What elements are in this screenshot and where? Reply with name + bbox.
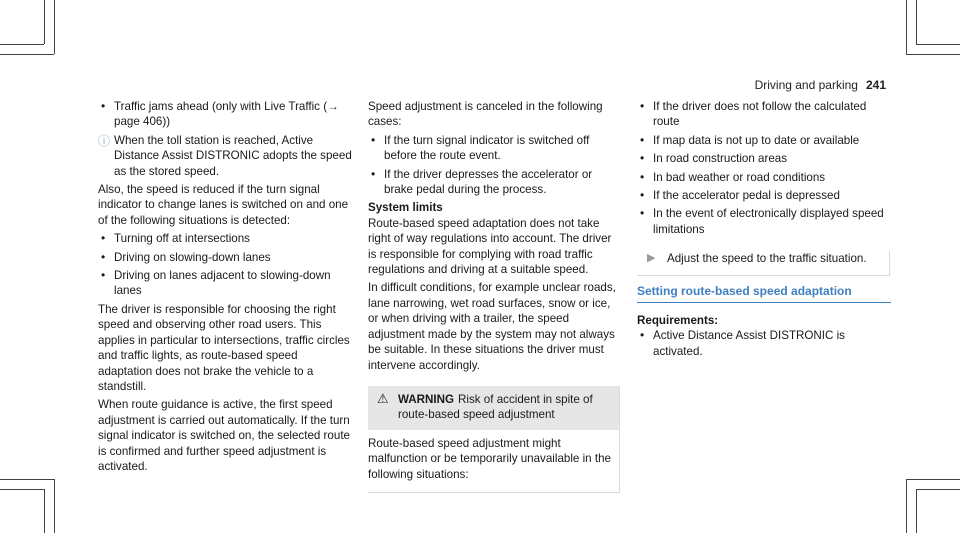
crop-mark	[916, 489, 960, 490]
crop-mark	[906, 54, 960, 55]
warning-title: Risk of accident in spite of route-based speed adjustment	[398, 392, 593, 422]
column-3	[637, 99, 890, 276]
crop-mark	[906, 479, 960, 480]
step-text: Adjust the speed to the traffic situation.	[667, 252, 867, 266]
bullet-list	[98, 231, 354, 299]
paragraph: Route-based speed adaptation does not take right of way regulations into account. The driver is responsible for complying with road traffic regulations and driving at a suitable speed.	[368, 216, 612, 277]
paragraph: Speed adjustment is canceled in the following cases:	[368, 100, 603, 129]
crop-mark	[906, 0, 907, 54]
warning-triangle-icon: ⚠	[377, 390, 389, 406]
bullet-list	[368, 133, 620, 198]
list-item: • Turning off at intersections	[98, 231, 354, 246]
crop-mark	[44, 489, 45, 533]
crop-mark	[906, 479, 907, 533]
info-note	[98, 133, 354, 179]
list-item: • Driving on lanes adjacent to slowing-down lanes	[98, 268, 354, 299]
list-item: • If the turn signal indicator is switched off before the route event.	[368, 133, 620, 164]
warning-box	[368, 386, 620, 493]
warning-label: WARNING	[398, 392, 455, 406]
list-item: • In the event of electronically displayed speed limitations	[637, 206, 890, 237]
paragraph: When route guidance is active, the first speed adjustment is carried out automatically. If the turn signal indicator is switched on, the selected route is confirmed and further speed adjustment is activated.	[98, 398, 350, 473]
warning-header	[368, 386, 619, 430]
subheading: System limits	[368, 201, 443, 215]
section-name: Driving and parking	[754, 78, 858, 92]
bullet-list	[98, 99, 354, 130]
bullet-list	[637, 99, 890, 237]
crop-mark	[54, 0, 55, 54]
list-item: • Driving on slowing-down lanes	[98, 250, 354, 265]
page-header	[755, 78, 886, 92]
crop-mark	[0, 44, 44, 45]
list-item: • In road construction areas	[637, 151, 890, 166]
page-number: 241	[865, 78, 886, 92]
list-item: • If map data is not up to date or available	[637, 133, 890, 148]
crop-mark	[54, 479, 55, 533]
list-item: • Traffic jams ahead (only with Live Traffic (→ page 406))	[98, 99, 354, 130]
crop-mark	[0, 54, 54, 55]
paragraph: In difficult conditions, for example unclear roads, lane narrowing, wet road surfaces, snow or ice, or when driving with a trailer, the speed adjustment made by the system may not always be suitable. In these situations the driver must intervene accordingly.	[368, 281, 616, 372]
section-title: Setting route-based speed adaptation	[637, 284, 891, 303]
column-2	[368, 99, 620, 493]
list-item: • Active Distance Assist DISTRONIC is activated.	[637, 328, 890, 359]
crop-mark	[916, 489, 917, 533]
crop-mark	[916, 0, 917, 44]
crop-mark	[0, 489, 44, 490]
info-icon: ⓘ	[98, 133, 111, 148]
note-text: When the toll station is reached, Active Distance Assist DISTRONIC adopts the speed as the stored speed.	[114, 133, 352, 178]
list-item: • If the driver depresses the accelerator or brake pedal during the process.	[368, 167, 620, 198]
column-1	[98, 99, 354, 477]
crop-mark	[916, 44, 960, 45]
action-step	[637, 251, 890, 275]
arrow-right-icon: ▶	[647, 252, 656, 265]
requirements-heading: Requirements:	[637, 314, 719, 327]
crop-mark	[0, 479, 54, 480]
requirements	[637, 313, 890, 362]
list-item: • If the driver does not follow the calculated route	[637, 99, 890, 130]
list-item: • If the accelerator pedal is depressed	[637, 188, 890, 203]
list-item: • In bad weather or road conditions	[637, 170, 890, 185]
paragraph: The driver is responsible for choosing the right speed and observing other road users. This applies in particular to intersections, traffic circles and traffic lights, as route-based speed adaptation does not brake the vehicle to a standstill.	[98, 302, 350, 393]
paragraph: Also, the speed is reduced if the turn signal indicator to change lanes is switched on and one of the following situations is detected:	[98, 183, 349, 227]
crop-mark	[44, 0, 45, 44]
warning-body: Route-based speed adjustment might malfunction or be temporarily unavailable in the following situations:	[368, 436, 611, 481]
bullet-list	[637, 328, 890, 359]
